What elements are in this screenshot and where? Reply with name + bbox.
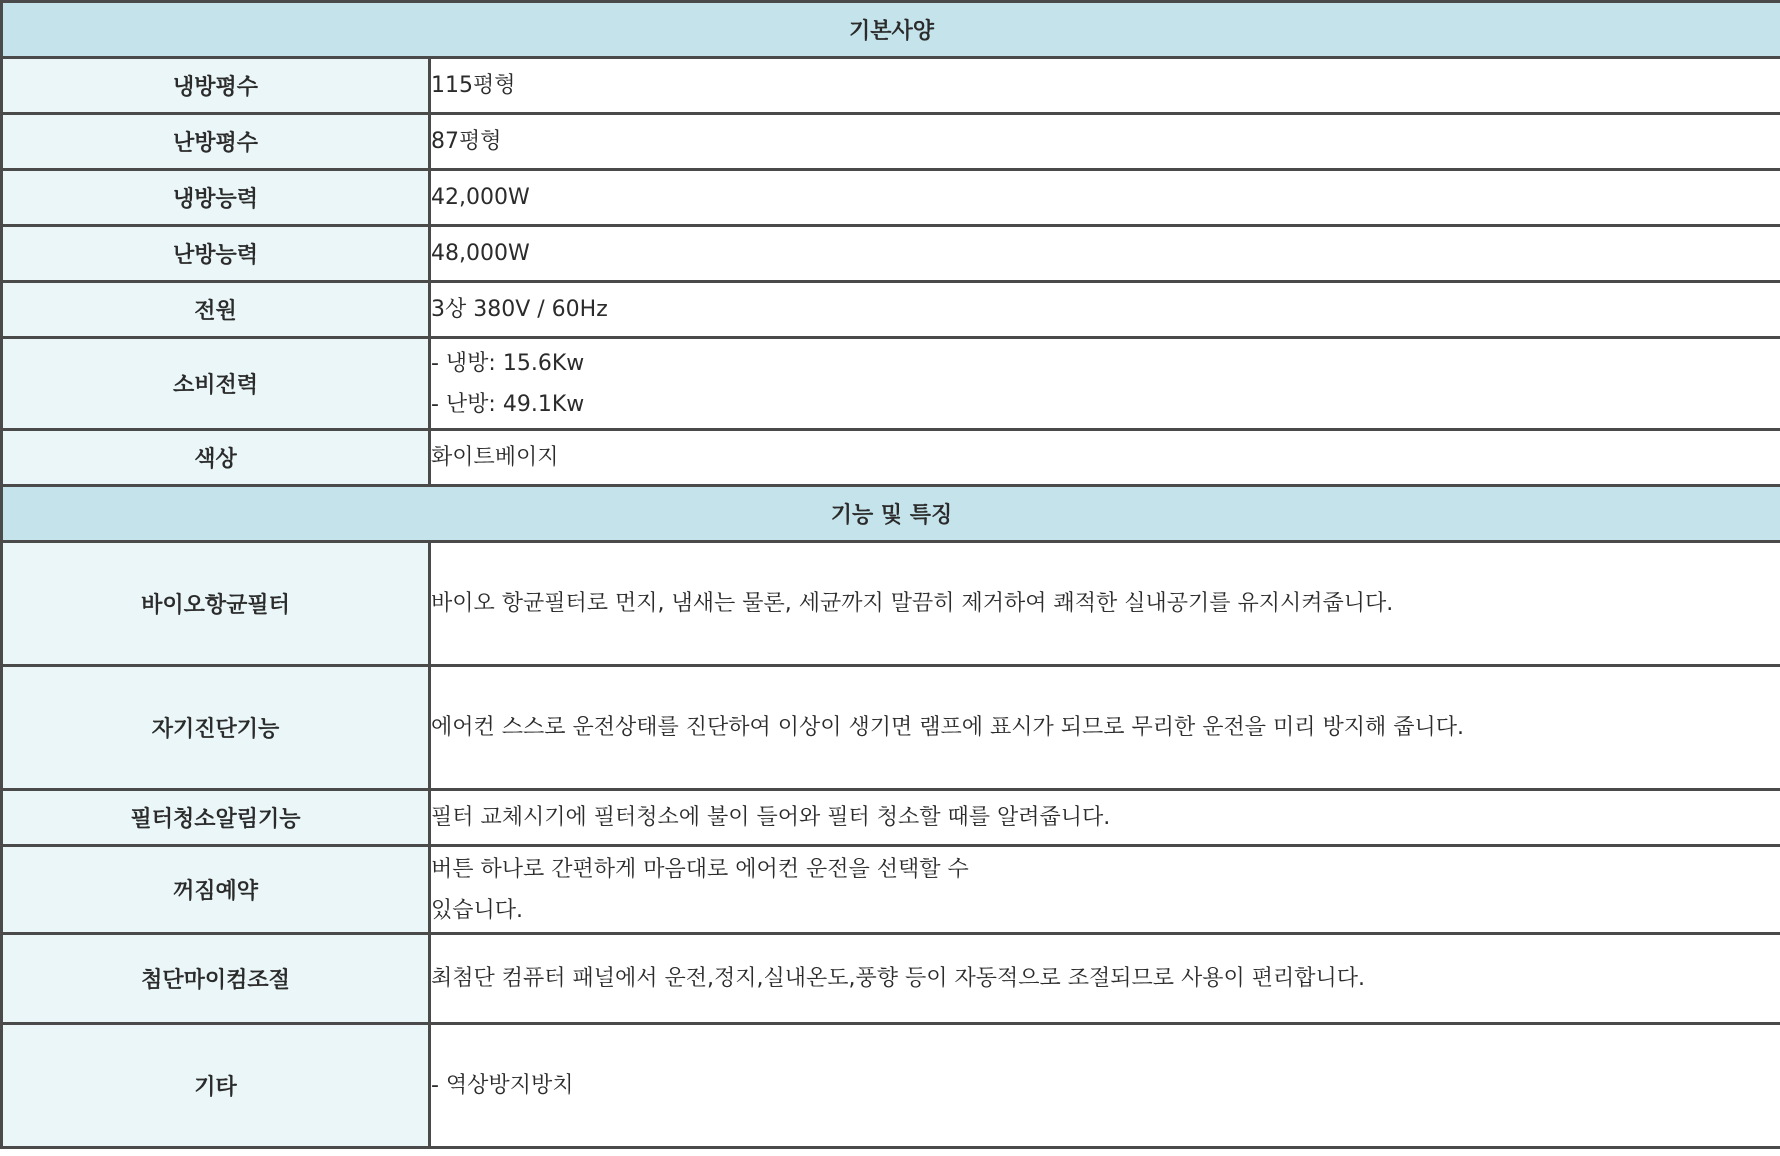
row-value: [430, 666, 1780, 790]
row-label: 꺼짐예약: [2, 846, 430, 934]
row-value: [430, 846, 1780, 934]
row-value: [430, 226, 1780, 282]
value-line: 바이오 항균필터로 먼지, 냄새는 물론, 세균까지 말끔히 제거하여 쾌적한 실내공기를 유지시켜줍니다.: [431, 591, 1394, 616]
table-row: [2, 338, 1780, 430]
row-label: 냉방능력: [2, 170, 430, 226]
row-label: 자기진단기능: [2, 666, 430, 790]
section-header-row: [2, 486, 1780, 542]
row-value: [430, 282, 1780, 338]
row-label: 난방평수: [2, 114, 430, 170]
table-row: [2, 58, 1780, 114]
table-row: [2, 114, 1780, 170]
value-line: 87평형: [431, 129, 502, 154]
row-value: [430, 934, 1780, 1024]
section-header-row: [2, 2, 1780, 58]
row-value: [430, 338, 1780, 430]
row-value: [430, 430, 1780, 486]
row-label: 소비전력: [2, 338, 430, 430]
value-line: 3상 380V / 60Hz: [431, 297, 608, 322]
row-label: 첨단마이컴조절: [2, 934, 430, 1024]
value-line: 42,000W: [431, 185, 530, 210]
row-value: [430, 1024, 1780, 1148]
row-label: 냉방평수: [2, 58, 430, 114]
row-label: 필터청소알림기능: [2, 790, 430, 846]
row-value: [430, 58, 1780, 114]
value-line: 에어컨 스스로 운전상태를 진단하여 이상이 생기면 램프에 표시가 되므로 무리한 운전을 미리 방지해 줍니다.: [431, 715, 1464, 740]
row-value: [430, 790, 1780, 846]
value-line: 버튼 하나로 간편하게 마음대로 에어컨 운전을 선택할 수: [431, 856, 969, 882]
row-label: 전원: [2, 282, 430, 338]
table-row: [2, 170, 1780, 226]
row-label: 색상: [2, 430, 430, 486]
row-value: [430, 542, 1780, 666]
value-line: 필터 교체시기에 필터청소에 불이 들어와 필터 청소할 때를 알려줍니다.: [431, 805, 1111, 830]
section-title-features: 기능 및 특징: [2, 486, 1780, 542]
table-row: [2, 934, 1780, 1024]
table-row: [2, 790, 1780, 846]
table-row: [2, 430, 1780, 486]
row-label: 기타: [2, 1024, 430, 1148]
value-line: - 역상방지방치: [431, 1073, 574, 1098]
section-title-basic-specs: 기본사양: [2, 2, 1780, 58]
table-row: [2, 1024, 1780, 1148]
table-row: [2, 846, 1780, 934]
value-line: 115평형: [431, 73, 516, 98]
value-line: - 난방: 49.1Kw: [431, 391, 585, 417]
value-line: 있습니다.: [431, 897, 524, 923]
table-row: [2, 282, 1780, 338]
row-value: [430, 114, 1780, 170]
table-row: [2, 542, 1780, 666]
value-line: - 냉방: 15.6Kw: [431, 350, 585, 376]
value-line: 48,000W: [431, 241, 530, 266]
table-row: [2, 226, 1780, 282]
table-row: [2, 666, 1780, 790]
row-label: 바이오항균필터: [2, 542, 430, 666]
row-value: [430, 170, 1780, 226]
value-line: 최첨단 컴퓨터 패널에서 운전,정지,실내온도,풍향 등이 자동적으로 조절되므로 사용이 편리합니다.: [431, 966, 1366, 991]
value-line: 화이트베이지: [431, 445, 559, 470]
row-label: 난방능력: [2, 226, 430, 282]
